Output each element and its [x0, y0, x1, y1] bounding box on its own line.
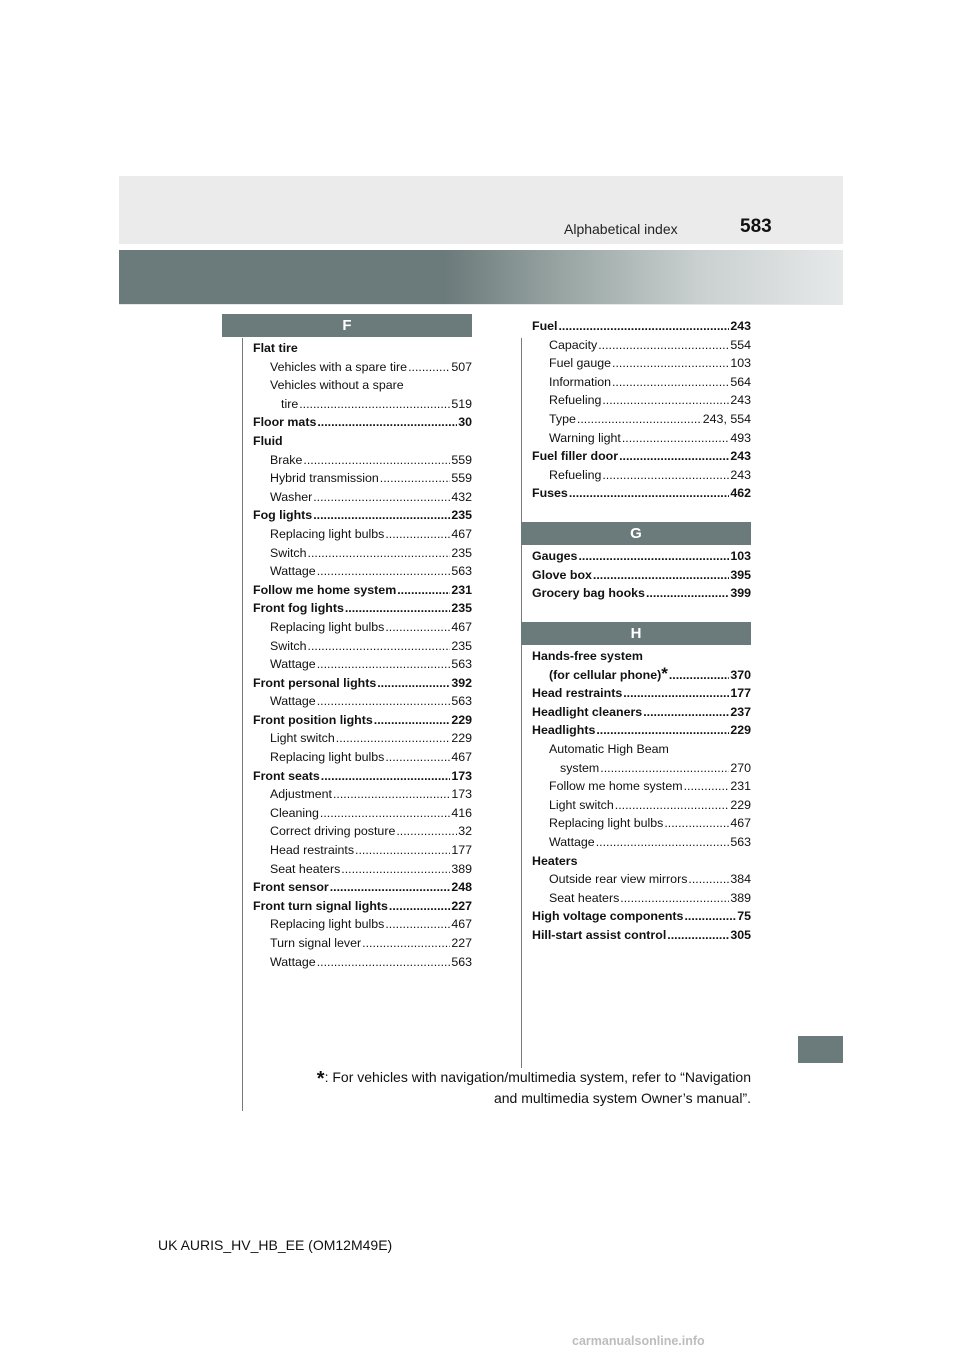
- leader-dots: [598, 336, 729, 355]
- index-entry-term: Front turn signal lights: [253, 898, 388, 913]
- index-entry-term: Replacing light bulbs: [270, 917, 385, 932]
- index-entry-page: 229: [451, 712, 472, 727]
- index-entry-term: Replacing light bulbs: [270, 619, 385, 634]
- leader-dots: [303, 451, 450, 470]
- index-entry: [532, 852, 751, 871]
- index-entry-page: 248: [451, 880, 472, 895]
- index-entry: [532, 584, 751, 603]
- watermark: carmanualsonline.info: [572, 1334, 705, 1348]
- leader-dots: [299, 395, 450, 414]
- index-entry-term: Flat tire: [253, 341, 298, 355]
- index-entry: [253, 729, 472, 748]
- index-entry-term: Light switch: [549, 797, 614, 812]
- leader-dots: [596, 721, 729, 740]
- index-entry: [532, 484, 751, 503]
- index-entry-term: Hands-free system: [532, 649, 643, 663]
- leader-dots: [408, 358, 450, 377]
- index-entry-term: Seat heaters: [270, 861, 341, 876]
- index-entry-term: Switch: [270, 545, 307, 560]
- leader-dots: [612, 373, 729, 392]
- index-entry-term: Seat heaters: [549, 890, 620, 905]
- index-entry: [253, 767, 472, 786]
- index-entry-term: Floor mats: [253, 415, 317, 430]
- index-entry: [253, 451, 472, 470]
- index-entry-page: 237: [730, 704, 751, 719]
- leader-dots: [389, 897, 450, 916]
- index-entry-page: 493: [730, 430, 751, 445]
- letter-heading-g: G: [521, 522, 751, 545]
- index-entry-page: 416: [451, 805, 472, 820]
- leader-dots: [667, 926, 729, 945]
- index-entry: [253, 860, 472, 879]
- leader-dots: [684, 907, 736, 926]
- index-entry-page: 392: [451, 675, 472, 690]
- index-entry-term: Hybrid transmission: [270, 471, 379, 486]
- leader-dots: [578, 547, 729, 566]
- index-entry-term: Fog lights: [253, 508, 313, 523]
- index-entry-term: Vehicles with a spare tire: [270, 359, 408, 374]
- leader-dots: [385, 915, 450, 934]
- index-entry-page: 229: [730, 723, 751, 738]
- header-band: [119, 250, 843, 304]
- leader-dots: [313, 488, 450, 507]
- leader-dots: [333, 785, 450, 804]
- index-entry: [532, 354, 751, 373]
- index-entry: [532, 684, 751, 703]
- index-entry-page: 370: [730, 667, 751, 682]
- index-entry-term: Turn signal lever: [270, 936, 362, 950]
- index-entry-page: 243: [730, 467, 751, 482]
- index-entry-term: Head restraints: [270, 843, 355, 858]
- index-entry-page: 384: [730, 872, 751, 887]
- leader-dots: [669, 666, 729, 685]
- index-entry-term: Wattage: [270, 694, 316, 709]
- index-entry-page: 173: [451, 768, 472, 783]
- leader-dots: [380, 469, 451, 488]
- index-entry-term: Fuel: [532, 319, 558, 333]
- middle-column-rule: [521, 338, 522, 1068]
- leader-dots: [317, 655, 451, 674]
- index-entry-term: Headlight cleaners: [532, 704, 643, 719]
- index-entry: [253, 599, 472, 618]
- index-entry-page: 227: [451, 936, 472, 950]
- index-entry-page: 231: [730, 779, 751, 794]
- index-column-left: [253, 339, 472, 971]
- index-entry: [532, 429, 751, 448]
- index-entry-term: Refueling: [549, 393, 602, 408]
- index-entry: [253, 618, 472, 637]
- index-entry-page: 389: [730, 890, 751, 905]
- index-entry-term: Grocery bag hooks: [532, 586, 645, 601]
- index-entry-page: 564: [730, 374, 751, 389]
- index-entry-page: 173: [451, 787, 472, 802]
- leader-dots: [615, 796, 730, 815]
- page-number: 583: [740, 216, 772, 237]
- leader-dots: [396, 822, 457, 841]
- leader-dots: [320, 804, 450, 823]
- leader-dots: [317, 953, 451, 972]
- leader-dots: [602, 466, 729, 485]
- index-entry-page: 563: [451, 564, 472, 579]
- leader-dots: [362, 934, 450, 953]
- letter-heading-h: H: [521, 622, 751, 645]
- index-entry: [253, 841, 472, 860]
- index-entry-page: 559: [451, 471, 472, 486]
- index-entry-page: 563: [451, 954, 472, 969]
- index-entry-term: Head restraints: [532, 686, 623, 701]
- leader-dots: [620, 889, 729, 908]
- index-entry: [253, 544, 472, 563]
- index-entry: [253, 581, 472, 600]
- leader-dots: [577, 410, 702, 429]
- index-entry: [532, 833, 751, 852]
- footnote-star: *: [316, 1068, 325, 1090]
- leader-dots: [612, 354, 729, 373]
- leader-dots: [374, 711, 451, 730]
- leader-dots: [558, 317, 729, 336]
- index-entry: [532, 317, 751, 336]
- index-entry: [253, 953, 472, 972]
- index-entry: [532, 547, 751, 566]
- index-entry-term: Wattage: [270, 564, 316, 579]
- leader-dots: [385, 618, 450, 637]
- index-entry-page: 467: [730, 816, 751, 831]
- leader-dots: [600, 759, 729, 778]
- index-entry: [253, 692, 472, 711]
- footnote: [276, 1068, 751, 1108]
- index-entry-page: 177: [730, 686, 751, 701]
- index-entry: [253, 506, 472, 525]
- index-entry: [532, 721, 751, 740]
- index-entry: [532, 777, 751, 796]
- leader-dots: [688, 870, 729, 889]
- letter-heading-f: F: [222, 314, 472, 337]
- index-entry-term: Replacing light bulbs: [549, 816, 664, 831]
- index-entry-term: (for cellular phone): [549, 667, 662, 682]
- index-entry-page: 177: [451, 843, 472, 858]
- index-entry-page: 563: [451, 694, 472, 709]
- leader-dots: [385, 748, 450, 767]
- index-entry-term: Fluid: [253, 433, 283, 448]
- index-entry-page: 507: [451, 359, 472, 374]
- leader-dots: [317, 562, 451, 581]
- index-column-g: [532, 547, 751, 603]
- index-entry-term: Follow me home system: [253, 582, 397, 597]
- index-entry: [253, 525, 472, 544]
- index-entry-page: 563: [451, 657, 472, 672]
- index-entry-page: 32: [458, 824, 472, 839]
- index-entry-term: Capacity: [549, 337, 598, 352]
- leader-dots: [355, 841, 450, 860]
- index-column-h: [532, 647, 751, 945]
- leader-dots: [684, 777, 730, 796]
- leader-dots: [569, 484, 730, 503]
- index-entry-page: 270: [730, 760, 751, 775]
- index-entry: [253, 674, 472, 693]
- footnote-line-1: : For vehicles with navigation/multimedia system, refer to “Navigation: [324, 1069, 751, 1085]
- index-entry: [532, 373, 751, 392]
- index-entry-term: Fuel filler door: [532, 449, 619, 464]
- page-header: [119, 176, 843, 244]
- leader-dots: [619, 447, 729, 466]
- index-entry-term: Fuel gauge: [549, 356, 612, 371]
- index-entry-term: Type: [549, 411, 576, 426]
- index-entry-term: Glove box: [532, 567, 592, 582]
- index-entry: [532, 391, 751, 410]
- index-entry: [253, 339, 472, 358]
- leader-dots: [336, 729, 451, 748]
- index-entry: [253, 562, 472, 581]
- index-entry-term: Outside rear view mirrors: [549, 872, 688, 887]
- section-title: Alphabetical index: [564, 221, 678, 237]
- index-entry-term: Front position lights: [253, 712, 373, 727]
- index-entry-page: 243, 554: [702, 411, 751, 426]
- index-entry: [532, 447, 751, 466]
- index-entry: [253, 915, 472, 934]
- index-entry-term: Automatic High Beam: [549, 741, 669, 756]
- index-entry: [532, 814, 751, 833]
- index-entry-term: Information: [549, 374, 611, 389]
- leader-dots: [313, 506, 450, 525]
- index-entry-term: Brake: [270, 452, 303, 467]
- leader-dots: [385, 525, 450, 544]
- index-entry: [532, 759, 751, 778]
- index-entry-term: Light switch: [270, 731, 335, 746]
- index-entry-term: system: [560, 760, 600, 775]
- index-entry: [253, 878, 472, 897]
- index-entry: [532, 410, 751, 429]
- index-entry-term: Front seats: [253, 768, 320, 783]
- index-entry: [532, 647, 751, 666]
- index-entry: [253, 395, 472, 414]
- index-entry-page: 467: [451, 917, 472, 932]
- index-entry: [253, 358, 472, 377]
- leader-dots: [321, 767, 451, 786]
- index-entry-term: Front fog lights: [253, 601, 344, 616]
- index-entry-page: 75: [737, 909, 751, 924]
- index-entry-term: Follow me home system: [549, 779, 683, 794]
- index-entry-page: 389: [451, 861, 472, 876]
- index-entry-term: Fuses: [532, 486, 568, 501]
- footnote-line-2: and multimedia system Owner’s manual”.: [493, 1090, 751, 1106]
- index-entry-term: Wattage: [270, 657, 316, 672]
- index-entry-page: 559: [451, 452, 472, 467]
- index-entry-term: Adjustment: [270, 787, 332, 802]
- index-entry-term: Cleaning: [270, 805, 319, 820]
- index-entry: [532, 703, 751, 722]
- index-entry: [253, 432, 472, 451]
- index-entry-term: Washer: [270, 489, 313, 504]
- index-entry: [532, 336, 751, 355]
- leader-dots: [596, 833, 730, 852]
- index-entry-term: Wattage: [270, 954, 316, 969]
- index-entry-term: Heaters: [532, 853, 578, 868]
- index-entry-page: 103: [730, 356, 751, 371]
- index-entry-page: 563: [730, 834, 751, 849]
- index-entry-term: Warning light: [549, 430, 621, 445]
- index-entry: [253, 804, 472, 823]
- index-entry-page: 231: [451, 582, 472, 597]
- index-entry-page: 462: [730, 486, 751, 501]
- leader-dots: [345, 599, 450, 618]
- index-entry: (for cellular phone) * ..... 370: [532, 666, 751, 685]
- leader-dots: [330, 878, 451, 897]
- index-entry-page: 229: [730, 797, 751, 812]
- index-entry: [253, 748, 472, 767]
- index-entry-term: Wattage: [549, 834, 595, 849]
- leader-dots: [593, 566, 729, 585]
- index-entry: [253, 897, 472, 916]
- leader-dots: [602, 391, 729, 410]
- index-entry-page: 235: [451, 545, 472, 560]
- leader-dots: [664, 814, 729, 833]
- index-entry-term: High voltage components: [532, 909, 684, 924]
- index-entry: [253, 934, 472, 953]
- index-entry-page: 519: [451, 396, 472, 411]
- index-entry-term: Front sensor: [253, 880, 329, 895]
- leader-dots: [317, 413, 457, 432]
- index-entry-page: 229: [451, 731, 472, 746]
- index-column-right-f: [532, 317, 751, 503]
- index-entry-page: 103: [730, 549, 751, 563]
- index-entry-page: 235: [451, 601, 472, 616]
- left-column-rule: [242, 338, 243, 1111]
- index-entry: [253, 822, 472, 841]
- index-entry-term: tire: [281, 396, 299, 411]
- index-entry: [532, 466, 751, 485]
- index-entry-page: 227: [451, 898, 472, 913]
- index-entry-term: Correct driving posture: [270, 824, 396, 839]
- index-entry-term: Gauges: [532, 549, 578, 563]
- index-entry: [532, 889, 751, 908]
- index-entry-page: 395: [730, 567, 751, 582]
- leader-dots: [622, 429, 729, 448]
- index-entry: [253, 711, 472, 730]
- leader-dots: [623, 684, 729, 703]
- index-entry-page: 432: [451, 489, 472, 504]
- index-entry: [532, 926, 751, 945]
- index-entry-page: 399: [730, 586, 751, 601]
- index-entry-page: 243: [730, 449, 751, 464]
- index-entry: [253, 785, 472, 804]
- index-entry: [253, 488, 472, 507]
- index-entry-page: 243: [730, 319, 751, 333]
- index-entry: [532, 907, 751, 926]
- leader-dots: [308, 637, 451, 656]
- leader-dots: [317, 692, 451, 711]
- index-entry-term: Headlights: [532, 723, 596, 738]
- leader-dots: [308, 544, 451, 563]
- index-entry: [253, 376, 472, 395]
- leader-dots: [341, 860, 450, 879]
- index-entry-page: 467: [451, 619, 472, 634]
- leader-dots: [397, 581, 450, 600]
- index-entry: [253, 469, 472, 488]
- index-entry-term: Hill-start assist control: [532, 927, 667, 942]
- header-divider: [119, 304, 843, 305]
- index-entry-page: 467: [451, 750, 472, 765]
- thumb-index-tab: [798, 1036, 843, 1063]
- index-entry: [532, 870, 751, 889]
- index-entry-page: 235: [451, 508, 472, 523]
- index-entry-term: Replacing light bulbs: [270, 526, 385, 541]
- index-entry-page: 243: [730, 393, 751, 408]
- index-entry: [532, 566, 751, 585]
- index-entry-term: Replacing light bulbs: [270, 750, 385, 765]
- index-entry: [253, 655, 472, 674]
- index-entry-term: Front personal lights: [253, 675, 377, 690]
- index-entry-page: 554: [730, 337, 751, 352]
- index-entry-page: 305: [730, 927, 751, 942]
- leader-dots: [646, 584, 729, 603]
- index-entry-page: 30: [458, 415, 472, 430]
- leader-dots: [377, 674, 450, 693]
- index-entry-term: Vehicles without a spare: [270, 378, 404, 393]
- index-entry-term: Switch: [270, 638, 307, 653]
- model-code: UK AURIS_HV_HB_EE (OM12M49E): [158, 1237, 393, 1253]
- index-entry-term: Refueling: [549, 467, 602, 482]
- index-entry: [253, 413, 472, 432]
- index-entry: [532, 740, 751, 759]
- index-entry-page: 235: [451, 638, 472, 653]
- leader-dots: [643, 703, 729, 722]
- index-entry: [253, 637, 472, 656]
- index-entry: [532, 796, 751, 815]
- index-entry-page: 467: [451, 526, 472, 541]
